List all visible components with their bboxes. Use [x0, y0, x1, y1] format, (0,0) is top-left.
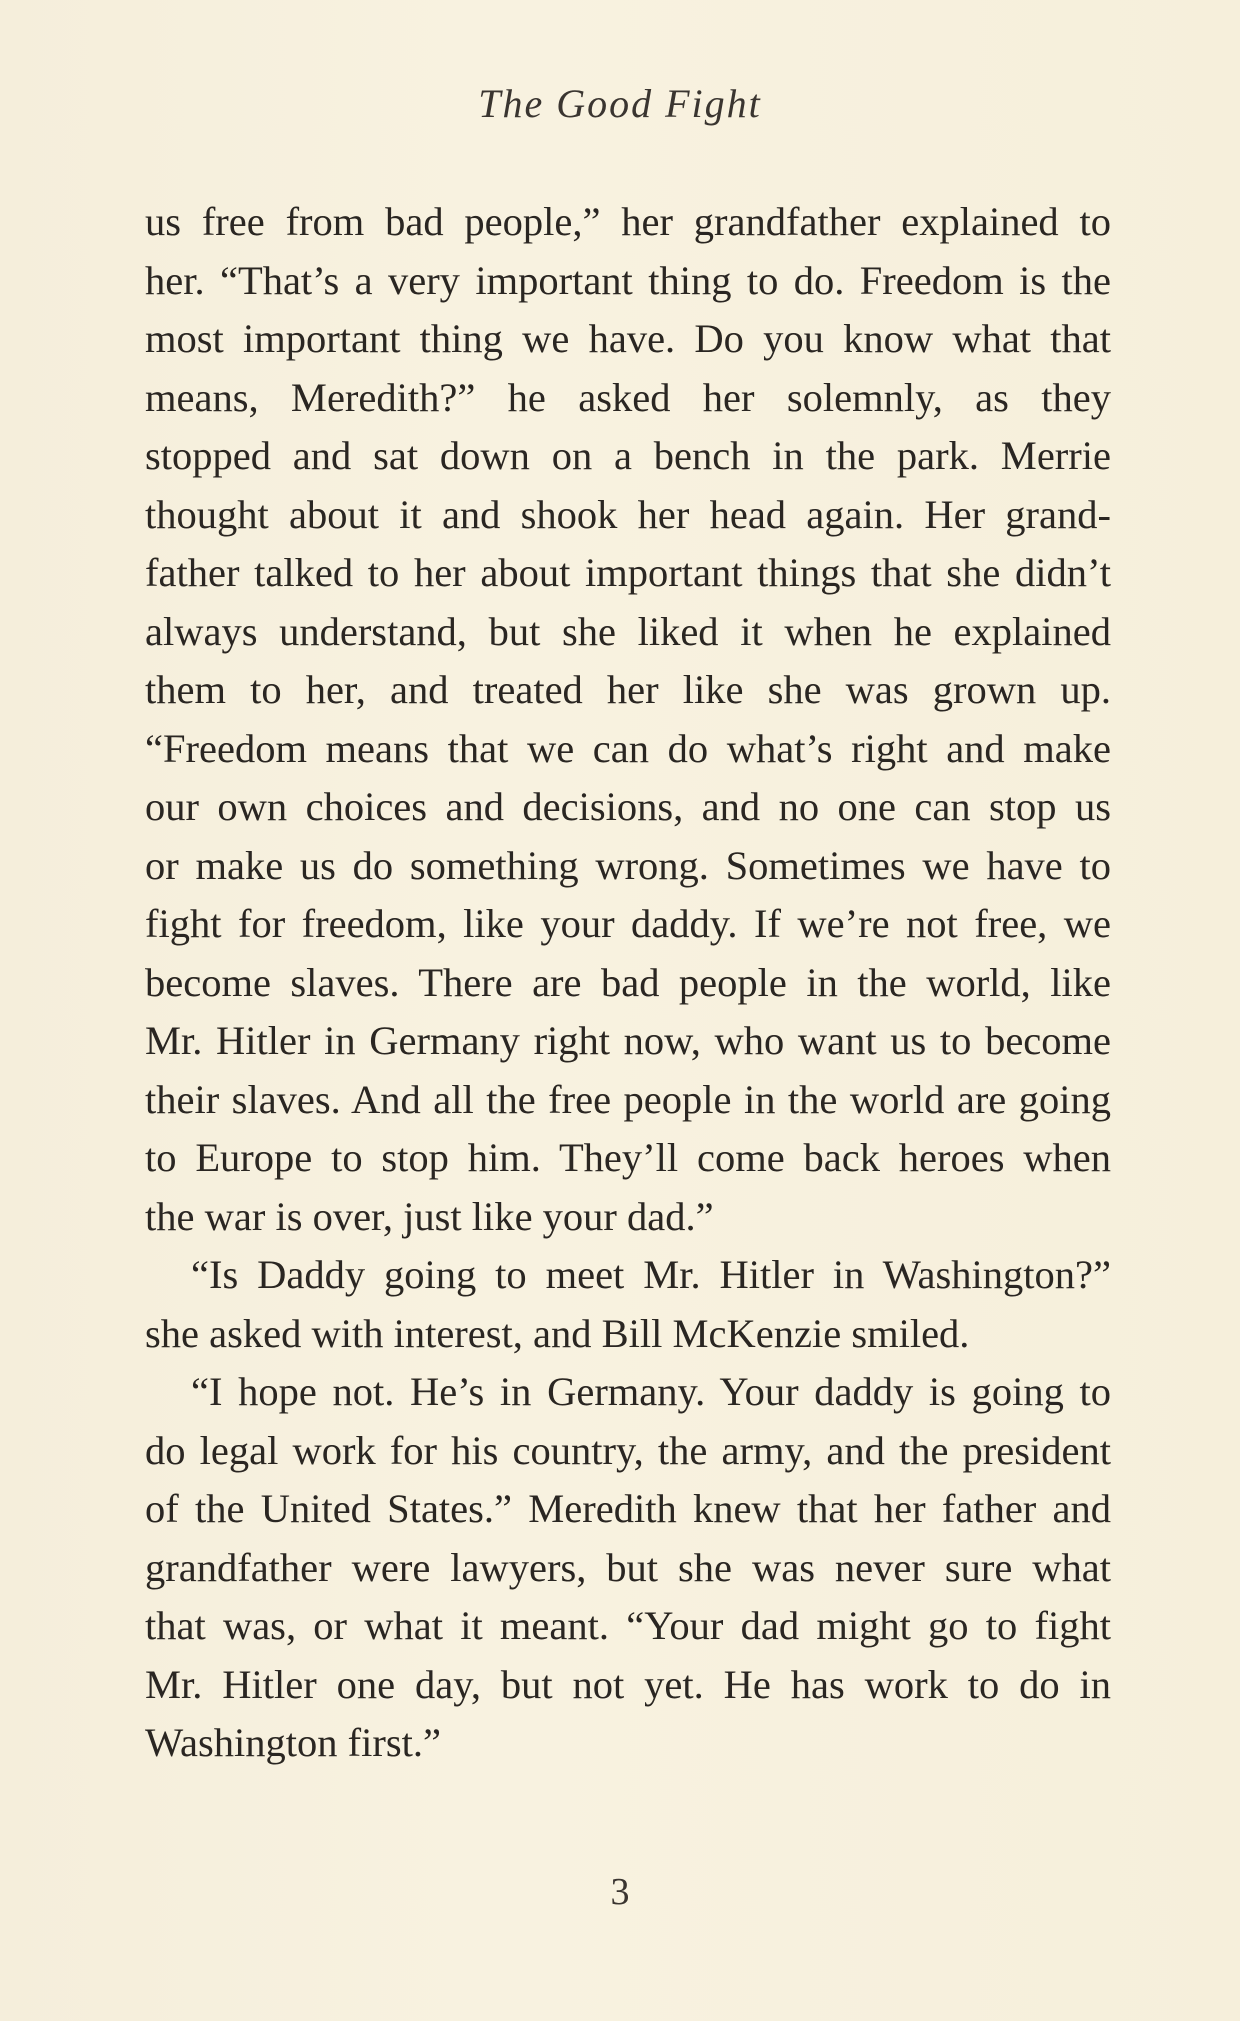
- text-line: “Freedom means that we can do what’s right and make: [145, 725, 1111, 771]
- text-line: of the United States.” Meredith knew that her father and: [145, 1486, 1111, 1531]
- body-text: [145, 193, 1111, 1773]
- text-line: the war is over, just like your dad.”: [145, 1193, 714, 1239]
- text-line: always understand, but she liked it when he explained: [145, 608, 1111, 654]
- text-line: do legal work for his country, the army, and the president: [145, 1427, 1111, 1473]
- text-line: our own choices and decisions, and no one can stop us: [145, 784, 1111, 829]
- text-line: most important thing we have. Do you know what that: [145, 316, 1111, 361]
- text-line: fight for freedom, like your daddy. If we’re not free, we: [145, 901, 1111, 946]
- text-line: Washington first.”: [145, 1720, 441, 1765]
- text-line: us free from bad people,” her grandfather explained to: [145, 199, 1111, 244]
- text-line: “I hope not. He’s in Germany. Your daddy is going to: [191, 1369, 1111, 1414]
- text-line: become slaves. There are bad people in the world, like: [145, 959, 1111, 1005]
- text-line: their slaves. And all the free people in the world are going: [145, 1076, 1111, 1122]
- text-line: or make us do something wrong. Sometimes we have to: [145, 842, 1111, 888]
- text-line: to Europe to stop him. They’ll come back heroes when: [145, 1135, 1111, 1180]
- text-line: means, Meredith?” he asked her solemnly, as they: [145, 374, 1111, 420]
- text-line: them to her, and treated her like she was grown up.: [145, 667, 1111, 712]
- text-line: stopped and sat down on a bench in the park. Merrie: [145, 433, 1111, 478]
- running-head: The Good Fight: [478, 81, 762, 126]
- text-line: Mr. Hitler in Germany right now, who want us to become: [145, 1018, 1111, 1063]
- text-line: Mr. Hitler one day, but not yet. He has work to do in: [145, 1661, 1111, 1707]
- text-line: grandfather were lawyers, but she was never sure what: [145, 1544, 1111, 1590]
- text-line: that was, or what it meant. “Your dad might go to fight: [145, 1603, 1111, 1648]
- text-line: “Is Daddy going to meet Mr. Hitler in Washington?”: [191, 1252, 1111, 1297]
- page-number: 3: [610, 1871, 630, 1913]
- text-line: her. “That’s a very important thing to do. Freedom is the: [145, 257, 1111, 303]
- text-line: thought about it and shook her head again. Her grand-: [145, 491, 1111, 537]
- text-line: she asked with interest, and Bill McKenzie smiled.: [145, 1310, 970, 1356]
- text-line: father talked to her about important things that she didn’t: [145, 550, 1111, 595]
